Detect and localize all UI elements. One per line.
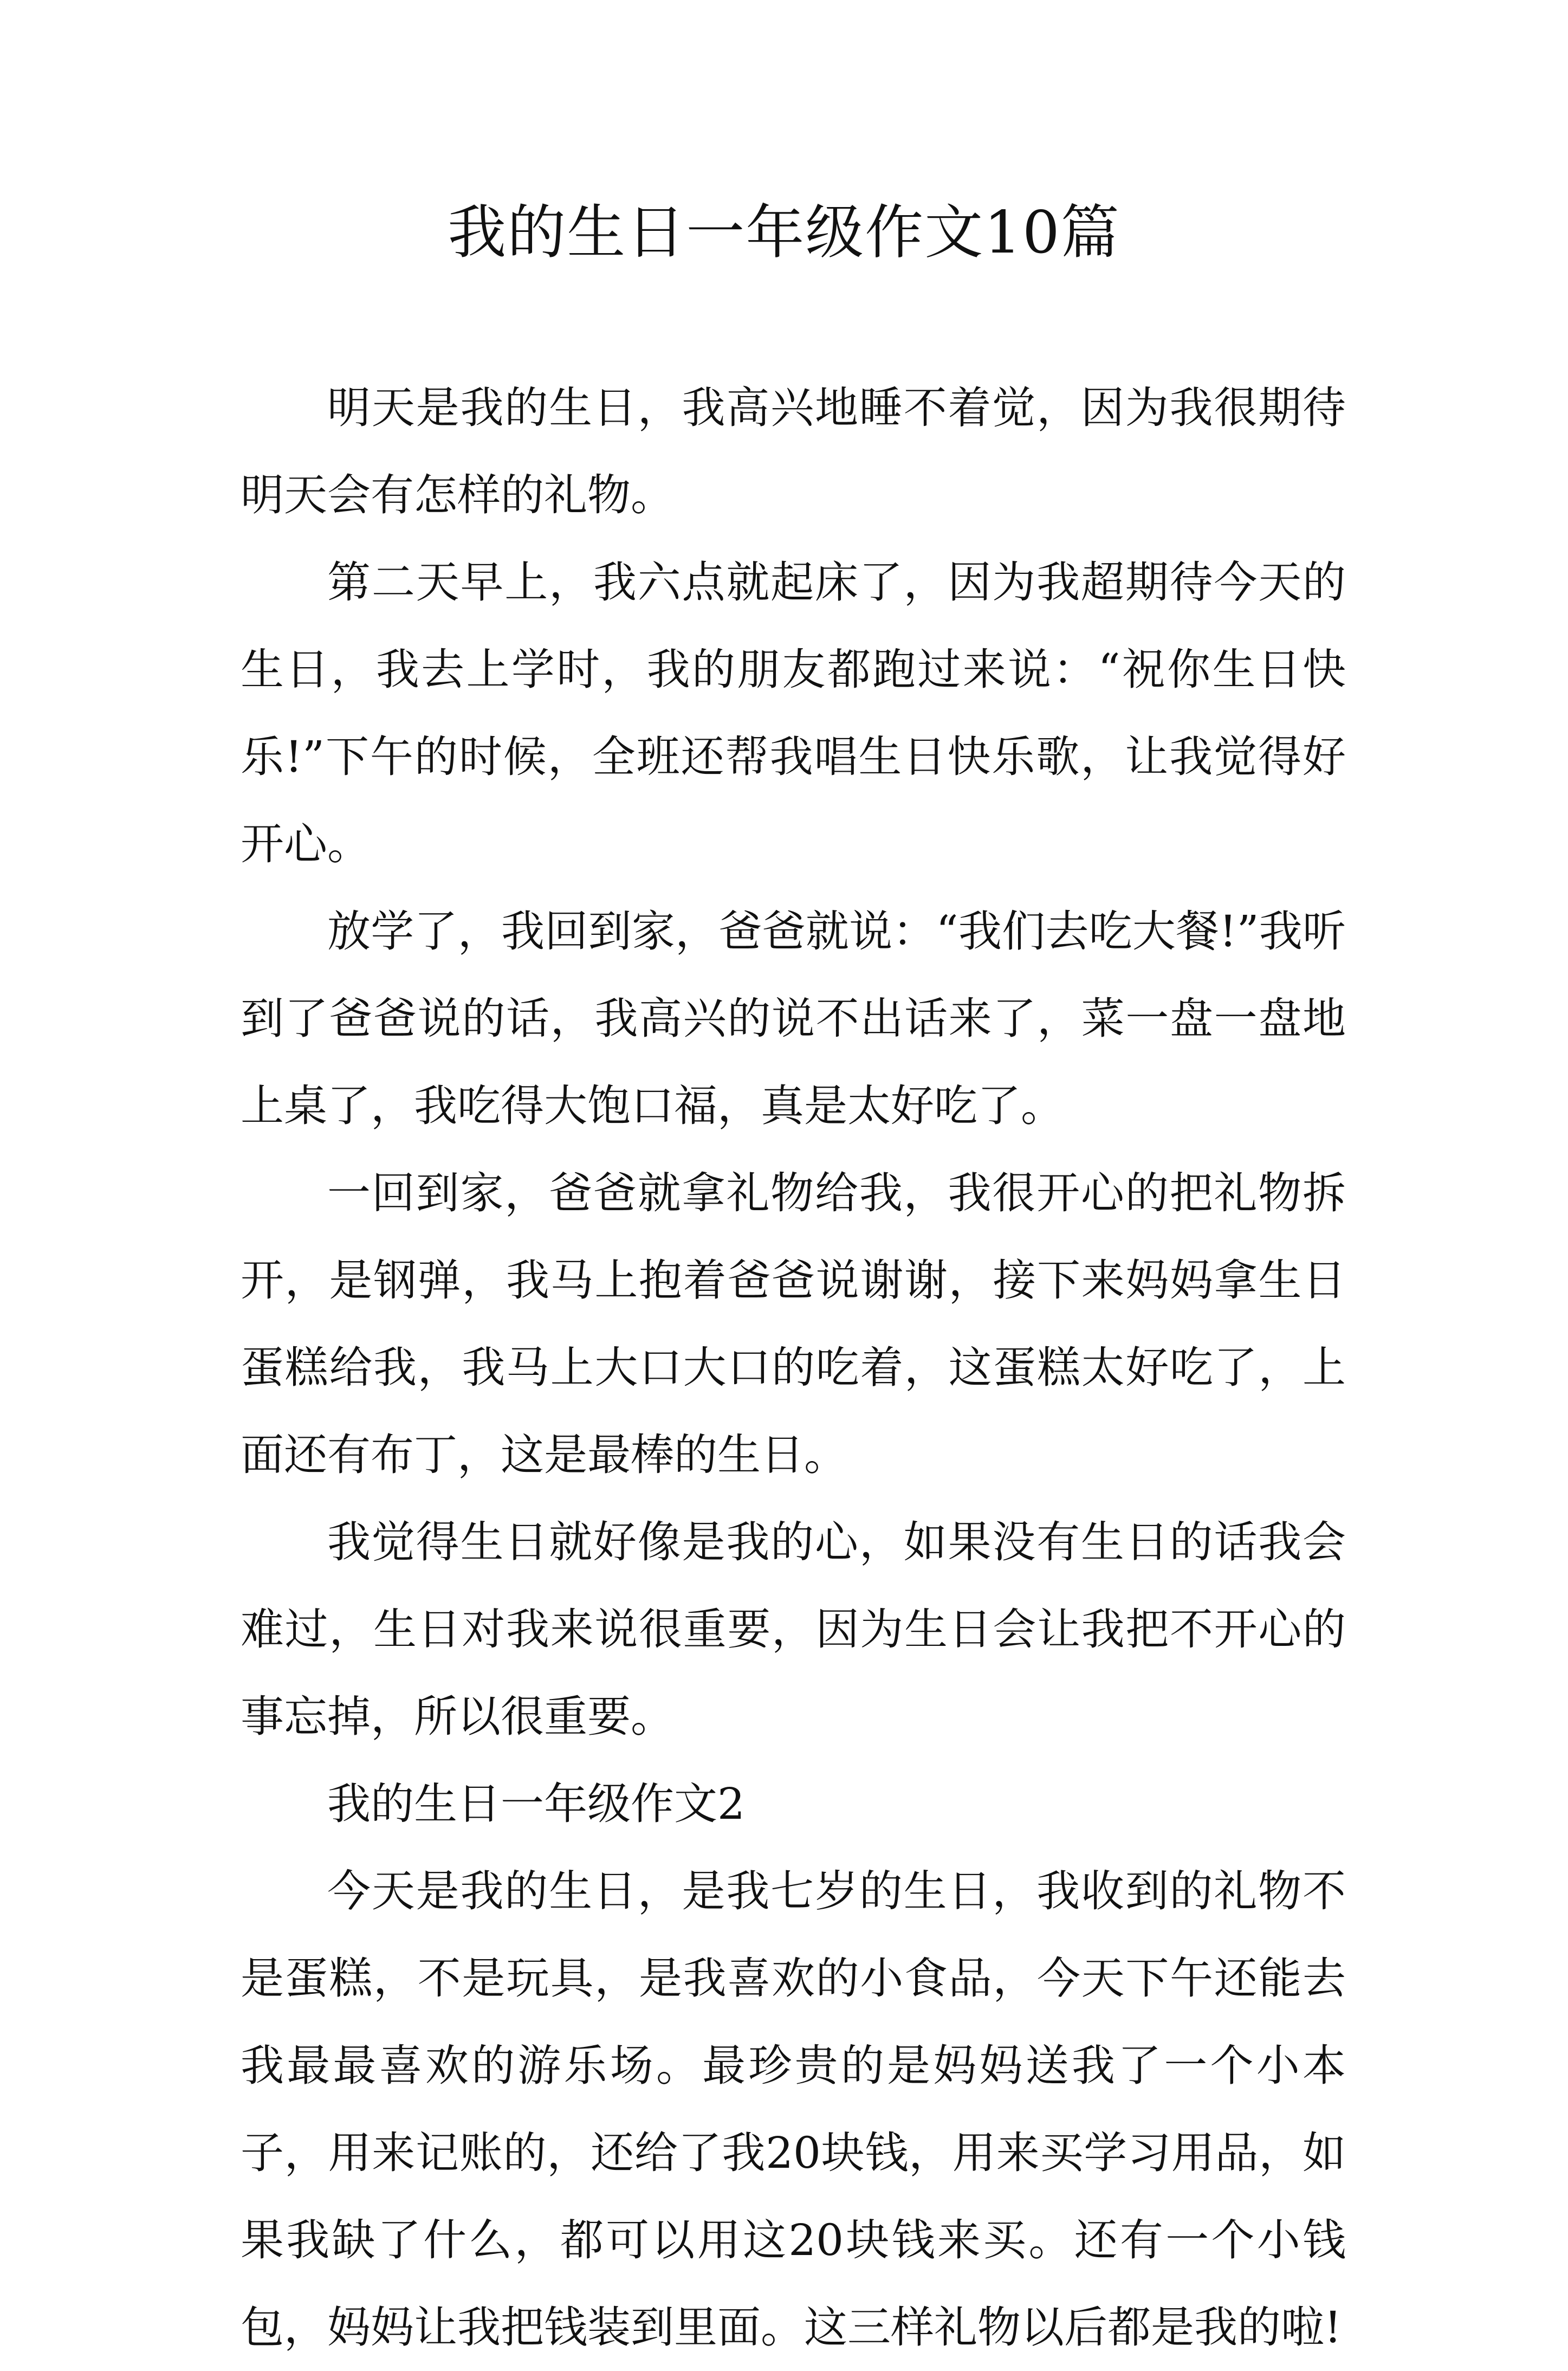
paragraph-2: 第二天早上，我六点就起床了，因为我超期待今天的生日，我去上学时，我的朋友都跑过来说：“祝你生日快乐!”下午的时候，全班还帮我唱生日快乐歌，让我觉得好开心。 [241,557,1346,869]
paragraph-6: 今天是我的生日，是我七岁的生日，我收到的礼物不是蛋糕，不是玩具，是我喜欢的小食品，今天下午还能去我最最喜欢的游乐场。最珍贵的是妈妈送我了一个小本子，用来记账的，还给了我20块钱，用来买学习用品，如果我缺了什么，都可以用这20块钱来买。还有一个小钱包，妈妈让我把钱装到里面。这三样礼物以后都是我的啦! [241,1866,1346,2353]
paragraph-1: 明天是我的生日，我高兴地睡不着觉，因为我很期待明天会有怎样的礼物。 [241,383,1346,520]
document-title: 我的生日一年级作文10篇 [448,199,1120,267]
document-body [241,364,1346,2371]
paragraph-5: 我觉得生日就好像是我的心，如果没有生日的话我会难过，生日对我来说很重要，因为生日会让我把不开心的事忘掉，所以很重要。 [241,1517,1346,1742]
essay-2-heading: 我的生日一年级作文2 [327,1779,745,1829]
paragraph-3: 放学了，我回到家，爸爸就说：“我们去吃大餐!”我听到了爸爸说的话，我高兴的说不出话来了，菜一盘一盘地上桌了，我吃得大饱口福，真是太好吃了。 [241,906,1346,1131]
paragraph-4: 一回到家，爸爸就拿礼物给我，我很开心的把礼物拆开，是钢弹，我马上抱着爸爸说谢谢，接下来妈妈拿生日蛋糕给我，我马上大口大口的吃着，这蛋糕太好吃了，上面还有布丁，这是最棒的生日。 [241,1168,1346,1480]
